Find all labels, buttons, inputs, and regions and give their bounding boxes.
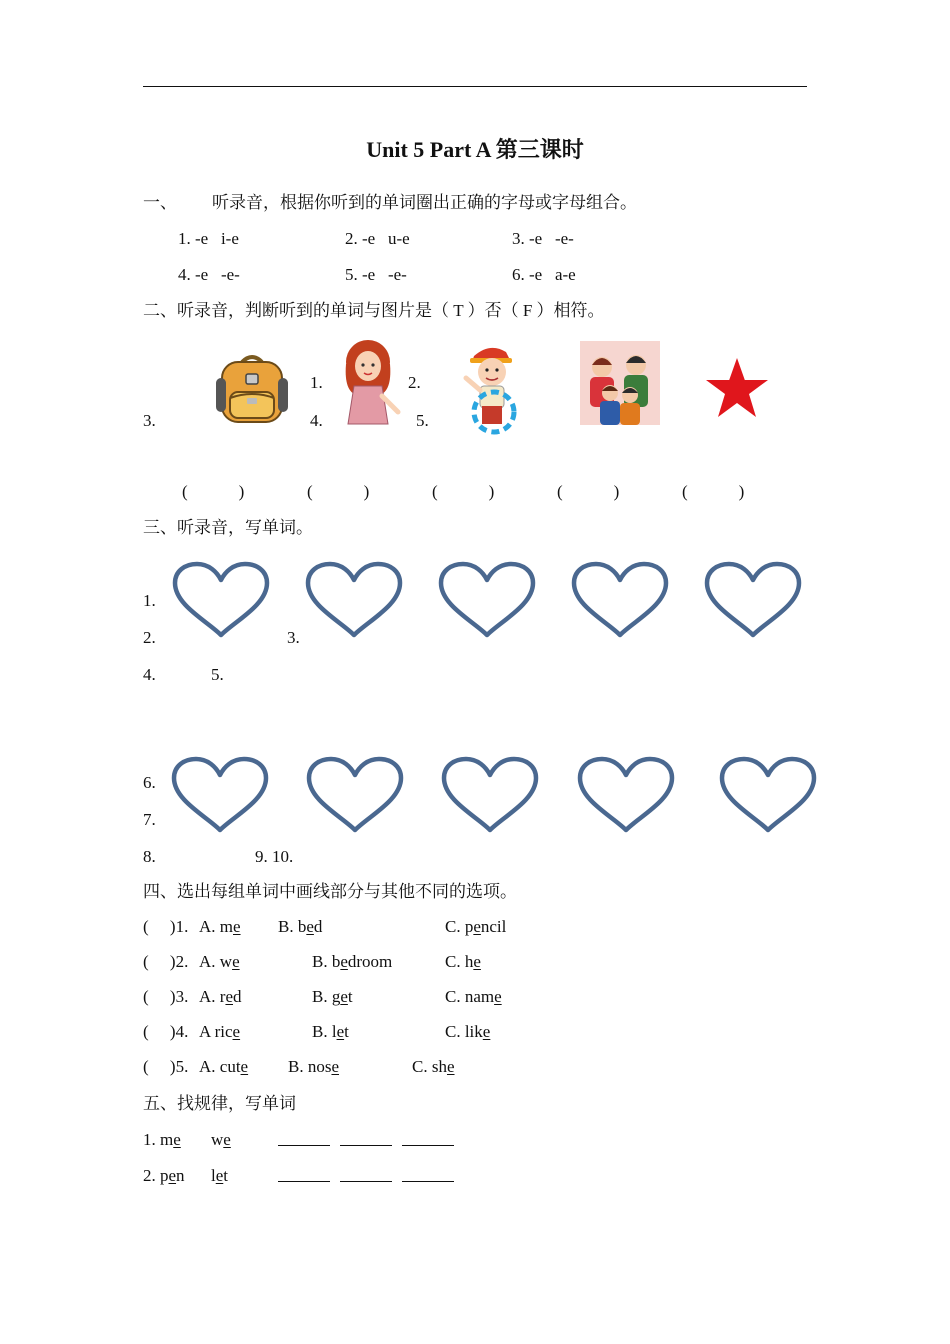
s4-bracket[interactable]: ( )4. — [143, 1022, 189, 1041]
s5-blanks — [278, 1167, 464, 1185]
write-blank[interactable] — [278, 1167, 330, 1182]
s4-bracket[interactable]: ( )3. — [143, 987, 189, 1006]
s5-word-1: 2. pen — [143, 1166, 185, 1185]
s1-item: 5. -e -e- — [345, 265, 407, 284]
s4-option-b: B. bed — [278, 917, 323, 936]
s2-label: 3. — [143, 411, 156, 430]
s3-label: 9. 10. — [255, 847, 294, 866]
page-title: Unit 5 Part A 第三课时 — [366, 137, 584, 162]
s4-option-c: C. name — [445, 987, 502, 1006]
s4-option-a: A rice — [199, 1022, 241, 1041]
heart-answer-box[interactable] — [171, 561, 271, 639]
answer-bracket[interactable]: ( ) — [557, 482, 620, 501]
write-blank[interactable] — [278, 1131, 330, 1146]
backpack-icon — [212, 352, 292, 426]
section1-heading: 听录音，根据你听到的单词圈出正确的字母或字母组合。 — [212, 193, 637, 212]
answer-bracket[interactable]: ( ) — [682, 482, 745, 501]
heart-answer-box[interactable] — [437, 561, 537, 639]
s4-option-c: C. like — [445, 1022, 491, 1041]
s1-item: 4. -e -e- — [178, 265, 240, 284]
answer-bracket[interactable]: ( ) — [307, 482, 370, 501]
girl-icon — [338, 340, 404, 426]
s3-label: 7. — [143, 810, 156, 829]
s3-label: 3. — [287, 628, 300, 647]
s3-label: 6. — [143, 773, 156, 792]
s4-option-b: B. nose — [288, 1057, 340, 1076]
s4-option-a: A. cute — [199, 1057, 249, 1076]
s5-word-2: we — [211, 1130, 231, 1149]
s5-blanks — [278, 1131, 464, 1149]
heart-answer-box[interactable] — [305, 756, 405, 834]
s2-label: 1. — [310, 373, 323, 392]
write-blank[interactable] — [340, 1167, 392, 1182]
s1-item: 6. -e a-e — [512, 265, 576, 284]
heart-answer-box[interactable] — [703, 561, 803, 639]
family-icon — [580, 341, 660, 425]
s4-option-a: A. red — [199, 987, 242, 1006]
s1-item: 1. -e i-e — [178, 229, 239, 248]
section5-heading: 五、找规律，写单词 — [143, 1094, 296, 1113]
s5-word-1: 1. me — [143, 1130, 181, 1149]
s4-option-c: C. he — [445, 952, 481, 971]
heart-answer-box[interactable] — [170, 756, 270, 834]
s4-option-c: C. she — [412, 1057, 455, 1076]
section4-heading: 四、选出每组单词中画线部分与其他不同的选项。 — [143, 882, 517, 901]
s3-label: 2. — [143, 628, 156, 647]
s2-label: 4. — [310, 411, 323, 430]
heart-answer-box[interactable] — [576, 756, 676, 834]
heart-answer-box[interactable] — [304, 561, 404, 639]
s4-bracket[interactable]: ( )5. — [143, 1057, 189, 1076]
heart-answer-box[interactable] — [440, 756, 540, 834]
section1-number: 一、 — [143, 193, 177, 212]
s4-option-b: B. get — [312, 987, 353, 1006]
boy-icon — [460, 340, 530, 436]
heart-answer-box[interactable] — [570, 561, 670, 639]
s3-label: 1. — [143, 591, 156, 610]
header-rule — [143, 86, 807, 87]
s3-label: 8. — [143, 847, 156, 866]
s4-option-c: C. pencil — [445, 917, 507, 936]
s3-label: 5. — [211, 665, 224, 684]
answer-bracket[interactable]: ( ) — [182, 482, 245, 501]
s2-label: 2. — [408, 373, 421, 392]
write-blank[interactable] — [402, 1167, 454, 1182]
s4-option-a: A. we — [199, 952, 240, 971]
star-icon — [704, 356, 770, 420]
write-blank[interactable] — [340, 1131, 392, 1146]
s2-label: 5. — [416, 411, 429, 430]
s4-option-a: A. me — [199, 917, 241, 936]
write-blank[interactable] — [402, 1131, 454, 1146]
s1-item: 3. -e -e- — [512, 229, 574, 248]
section3-heading: 三、听录音，写单词。 — [143, 518, 313, 537]
s3-label: 4. — [143, 665, 156, 684]
s4-option-b: B. let — [312, 1022, 349, 1041]
s4-option-b: B. bedroom — [312, 952, 393, 971]
s4-bracket[interactable]: ( )1. — [143, 917, 189, 936]
s1-item: 2. -e u-e — [345, 229, 410, 248]
section2-heading: 二、听录音，判断听到的单词与图片是（ T ）否（ F ）相符。 — [143, 301, 605, 320]
heart-answer-box[interactable] — [718, 756, 818, 834]
s5-word-2: let — [211, 1166, 229, 1185]
s4-bracket[interactable]: ( )2. — [143, 952, 189, 971]
answer-bracket[interactable]: ( ) — [432, 482, 495, 501]
